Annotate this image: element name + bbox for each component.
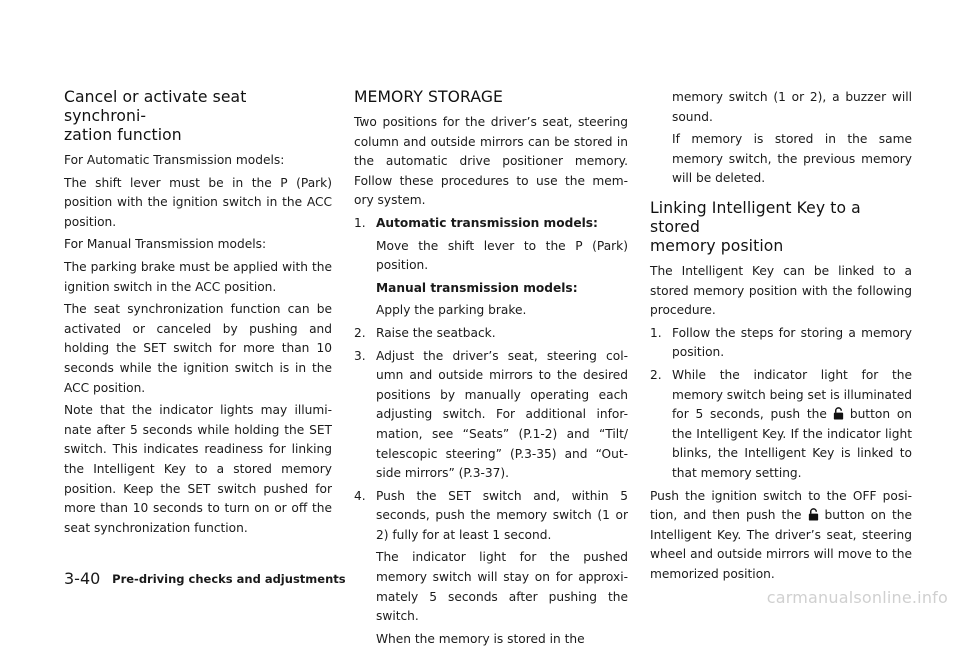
list-item-step-3: 3. Adjust the driver’s seat, steering col- umn and outside mirrors to the desired positions by manually operating each adjusting switch. For additional infor- mation, see “Seats” (P.1-2) and “Tilt/ telescopic steering” (P.3-35) and “Out- side mirrors” (P.3-37). bbox=[354, 348, 628, 481]
paragraph: The parking brake must be applied with the ignition switch in the ACC position. bbox=[64, 259, 332, 294]
page-footer bbox=[64, 569, 346, 588]
paragraph: The shift lever must be in the P (Park) position with the ignition switch in the ACC position. bbox=[64, 175, 332, 229]
page-number: 3-40 bbox=[64, 569, 101, 588]
section-title: Pre-driving checks and adjustments bbox=[112, 572, 346, 586]
step-label: Manual transmission models: bbox=[376, 280, 578, 295]
column-3 bbox=[650, 88, 912, 587]
paragraph: The indicator light for the pushed memory switch will stay on for approxi- mately 5 seconds after pushing the switch. bbox=[376, 550, 628, 624]
paragraph: When the memory is stored in the bbox=[376, 631, 585, 646]
paragraph: Push the ignition switch to the OFF posi- tion, and then push the button on the Intelligent Key. The driver’s seat, steering wheel and outside mirrors will move to the memorized position. bbox=[650, 488, 912, 581]
section-heading-memory-storage: MEMORY STORAGE bbox=[354, 88, 503, 106]
paragraph: Note that the indicator lights may illumi- nate after 5 seconds while holding the SET switch. This indicates readiness for linking the Intelligent Key to a stored memory position. Keep the SET switch pushed for more than 10 seconds to turn on or off the seat synchronization function. bbox=[64, 403, 332, 535]
paragraph: For Automatic Transmission models: bbox=[64, 153, 285, 167]
list-item-step-4: 4. Push the SET switch and, within 5 seconds, push the memory switch (1 or 2) fully for at least 1 second. bbox=[354, 488, 628, 542]
list-item-step-2: 2. While the indicator light for the memory switch being set is illuminated for 5 seconds, push the button on the Intelligent Key. If the indicator light blinks, the Intelligent Key is linked to that memory setting. bbox=[650, 367, 912, 480]
paragraph: memory switch (1 or 2), a buzzer will sound. bbox=[672, 90, 912, 124]
list-item-step-1: 1. Automatic transmission models: bbox=[354, 214, 628, 234]
paragraph: If memory is stored in the same memory switch, the previous memory will be deleted. bbox=[672, 132, 912, 186]
unlock-icon bbox=[832, 407, 845, 420]
paragraph: Move the shift lever to the P (Park) position. bbox=[376, 238, 628, 273]
step-label: Automatic transmission models: bbox=[376, 215, 598, 230]
paragraph: Two positions for the driver’s seat, steering column and outside mirrors can be stored in the automatic drive positioner memory. Follow these procedures to use the mem- ory system. bbox=[354, 115, 628, 208]
column-2 bbox=[354, 88, 628, 652]
column-1 bbox=[64, 88, 332, 541]
paragraph: The Intelligent Key can be linked to a stored memory position with the following procedure. bbox=[650, 263, 912, 318]
list-item-step-1: 1. Follow the steps for storing a memory position. bbox=[650, 325, 912, 360]
paragraph: For Manual Transmission models: bbox=[64, 237, 267, 252]
paragraph: The seat synchronization function can be activated or canceled by pushing and holding the SET switch for more than 10 seconds while the ignition switch is in the ACC position. bbox=[64, 302, 332, 395]
unlock-icon bbox=[807, 508, 820, 521]
paragraph: Apply the parking brake. bbox=[376, 303, 527, 318]
list-item-step-2: 2. Raise the seatback. bbox=[354, 325, 496, 340]
section-heading-linking-key: Linking Intelligent Key to a stored memory position bbox=[650, 198, 861, 255]
watermark: carmanualsonline.info bbox=[766, 588, 948, 607]
section-heading-seat-sync: Cancel or activate seat synchroni- zation function bbox=[64, 88, 247, 144]
